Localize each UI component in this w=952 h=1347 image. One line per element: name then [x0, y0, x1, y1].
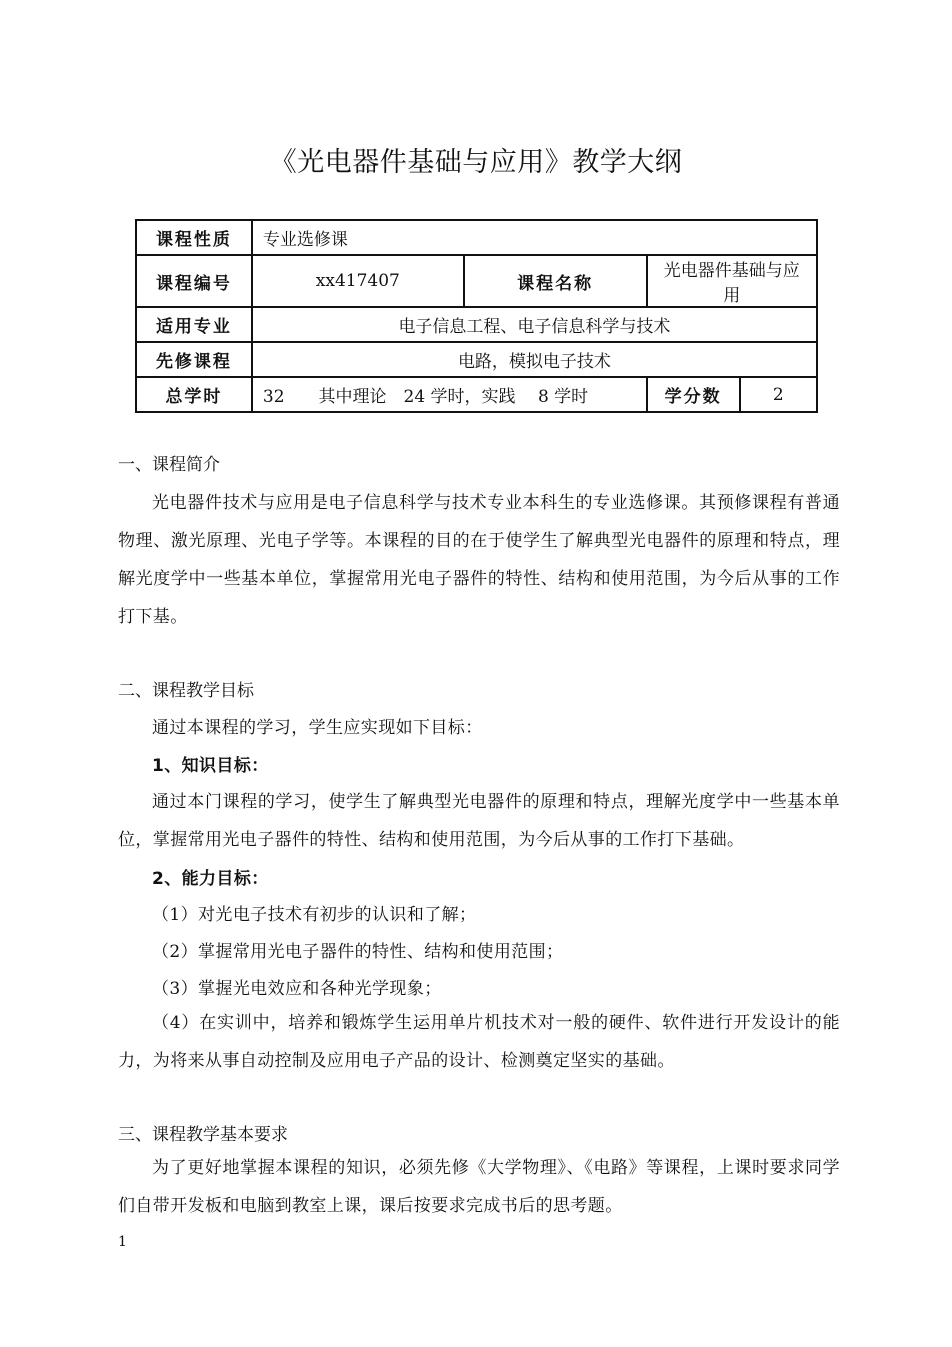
table-row	[136, 342, 817, 377]
paragraph: 通过本课程的学习，学生应实现如下目标：	[152, 718, 483, 738]
course-code-value: xx417407	[252, 255, 464, 307]
section-heading: 一、课程简介	[118, 455, 220, 475]
subsection-heading: 1、知识目标：	[152, 756, 269, 776]
table-row	[136, 307, 817, 342]
course-info-table	[135, 219, 818, 413]
total-hours-value: 32 其中理论 24 学时，实践 8 学时	[252, 377, 647, 412]
list-item: （3）掌握光电效应和各种光学现象；	[152, 979, 442, 999]
subsection-heading: 2、能力目标：	[152, 869, 269, 889]
section-heading: 三、课程教学基本要求	[118, 1125, 288, 1145]
course-nature-label: 课程性质	[136, 220, 252, 255]
course-nature-value: 专业选修课	[252, 220, 817, 255]
course-name-label: 课程名称	[464, 255, 647, 307]
prerequisite-value: 电路，模拟电子技术	[252, 342, 817, 377]
paragraph: 光电器件技术与应用是电子信息科学与技术专业本科生的专业选修课。其预修课程有普通物理、激光原理、光电子学等。本课程的目的在于使学生了解典型光电器件的原理和特点，理解光度学中一些基本单位，掌握常用光电子器件的特性、结构和使用范围，为今后从事的工作打下基。	[118, 493, 840, 627]
section-heading: 二、课程教学目标	[118, 681, 254, 701]
major-value: 电子信息工程、电子信息科学与技术	[252, 307, 817, 342]
list-item: （1）对光电子技术有初步的认识和了解；	[152, 905, 477, 925]
major-label: 适用专业	[136, 307, 252, 342]
document-title: 《光电器件基础与应用》教学大纲	[269, 147, 683, 178]
paragraph: 通过本门课程的学习，使学生了解典型光电器件的原理和特点，理解光度学中一些基本单位，掌握常用光电子器件的特性、结构和使用范围，为今后从事的工作打下基础。	[118, 792, 840, 850]
paragraph: 为了更好地掌握本课程的知识，必须先修《大学物理》、《电路》等课程，上课时要求同学们自带开发板和电脑到教室上课，课后按要求完成书后的思考题。	[118, 1158, 840, 1216]
table-row	[136, 255, 817, 307]
credits-value: 2	[740, 377, 817, 412]
prerequisite-label: 先修课程	[136, 342, 252, 377]
list-item: （4）在实训中，培养和锻炼学生运用单片机技术对一般的硬件、软件进行开发设计的能力，为将来从事自动控制及应用电子产品的设计、检测奠定坚实的基础。	[118, 1013, 840, 1071]
table-row	[136, 377, 817, 412]
course-name-value: 光电器件基础与应用	[647, 255, 817, 307]
page-number: 1	[118, 1234, 127, 1250]
course-code-label: 课程编号	[136, 255, 252, 307]
table-row	[136, 220, 817, 255]
list-item: （2）掌握常用光电子器件的特性、结构和使用范围；	[152, 942, 564, 962]
credits-label: 学分数	[647, 377, 740, 412]
total-hours-label: 总学时	[136, 377, 252, 412]
